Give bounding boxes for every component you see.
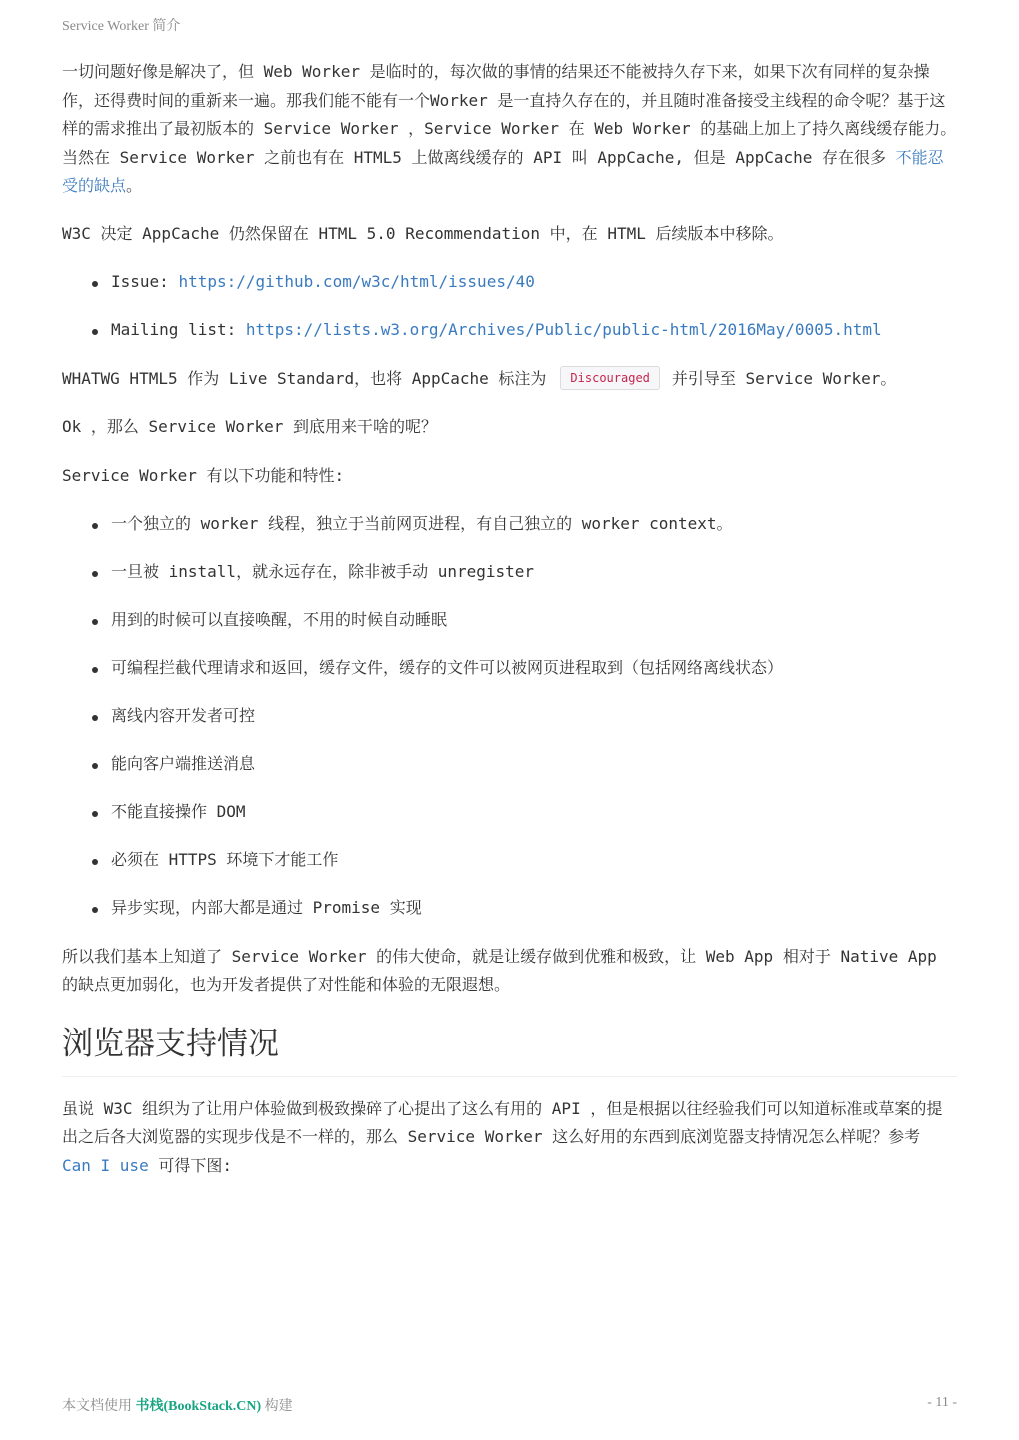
w3c-note-paragraph: W3C 决定 AppCache 仍然保留在 HTML 5.0 Recommendation 中，在 HTML 后续版本中移除。 [62, 223, 784, 243]
feature-item: 必须在 HTTPS 环境下才能工作 [62, 846, 957, 875]
page-number: - 11 - [927, 1395, 957, 1410]
feature-item: 一个独立的 worker 线程，独立于当前网页进程，有自己独立的 worker context。 [62, 510, 957, 539]
feature-item: 一旦被 install，就永远存在，除非被手动 unregister [62, 558, 957, 587]
reference-label: Mailing list: [111, 320, 246, 339]
feature-item: 可编程拦截代理请求和返回，缓存文件，缓存的文件可以被网页进程取到（包括网络离线状态） [62, 654, 957, 683]
section-heading: 浏览器支持情况 [62, 1024, 957, 1077]
browser-support-text-end: 可得下图: [148, 1155, 232, 1175]
intro-text-end: 。 [126, 176, 143, 195]
mailing-list-link[interactable]: https://lists.w3.org/Archives/Public/public-html/2016May/0005.html [245, 320, 882, 339]
whatwg-text-end: 并引导至 Service Worker。 [671, 368, 897, 388]
feature-item: 离线内容开发者可控 [62, 702, 957, 731]
feature-item: 能向客户端推送消息 [62, 750, 957, 779]
footer-prefix: 本文档使用 [62, 1399, 136, 1414]
reference-list [62, 268, 957, 345]
browser-support-paragraph [62, 1095, 957, 1181]
whatwg-text: WHATWG HTML5 作为 Live Standard，也将 AppCache 标注为 [62, 368, 547, 388]
intro-paragraph [62, 58, 957, 201]
features-intro-paragraph: Service Worker 有以下功能和特性: [62, 465, 345, 485]
whatwg-paragraph [62, 365, 957, 394]
bookstack-link[interactable]: 书栈(BookStack.CN) [135, 1399, 262, 1414]
reference-label: Issue: [111, 272, 179, 291]
summary-line-1: 所以我们基本上知道了 Service Worker 的伟大使命，就是让缓存做到优雅和极致，让 Web App 相对于 Native App [62, 946, 937, 966]
summary-paragraph [62, 943, 957, 1000]
footer-suffix: 构建 [261, 1399, 293, 1414]
feature-list [62, 510, 957, 923]
discouraged-badge: Discouraged [560, 366, 659, 390]
page-header-title: Service Worker 简介 [62, 19, 181, 34]
browser-support-text: 虽说 W3C 组织为了让用户体验做到极致操碎了心提出了这么有用的 API ，但是根据以往经验我们可以知道标准或草案的提出之后各大浏览器的实现步伐是不一样的，那么 Service Worker 这么好用的东西到底浏览器支持情况怎么样呢？参考 [62, 1098, 943, 1146]
article-content [62, 58, 957, 1180]
feature-item: 用到的时候可以直接唤醒，不用的时候自动睡眠 [62, 606, 957, 635]
feature-item: 异步实现，内部大都是通过 Promise 实现 [62, 894, 957, 923]
github-issue-link[interactable]: https://github.com/w3c/html/issues/40 [178, 272, 535, 291]
summary-line-2: 的缺点更加弱化，也为开发者提供了对性能和体验的无限遐想。 [62, 975, 511, 994]
question-paragraph: Ok ，那么 Service Worker 到底用来干啥的呢？ [62, 417, 438, 436]
feature-item: 不能直接操作 DOM [62, 798, 957, 827]
can-i-use-link[interactable]: Can I use [62, 1155, 149, 1175]
intro-text: 一切问题好像是解决了，但 Web Worker 是临时的，每次做的事情的结果还不能被持久存下来，如果下次有同样的复杂操作，还得费时间的重新来一遍。那我们能不能有一个Worker 是一直持久存在的，并且随时准备接受主线程的命令呢？基于这样的需求推出了最初版本的 Service Worker ，Service Worker 在 Web Worker 的基础上加上了持久离线缓存能力。当然在 Service Worker 之前也有在 HTML5 上做离线缓存的 API 叫 AppCache, 但是 AppCache 存在很多 [62, 62, 957, 167]
appcache-flaws-link[interactable]: 不能忍受的缺点 [62, 147, 944, 195]
reference-item-mailing-list [62, 316, 957, 345]
footer-credit [62, 1395, 293, 1415]
reference-item-issue [62, 268, 957, 297]
